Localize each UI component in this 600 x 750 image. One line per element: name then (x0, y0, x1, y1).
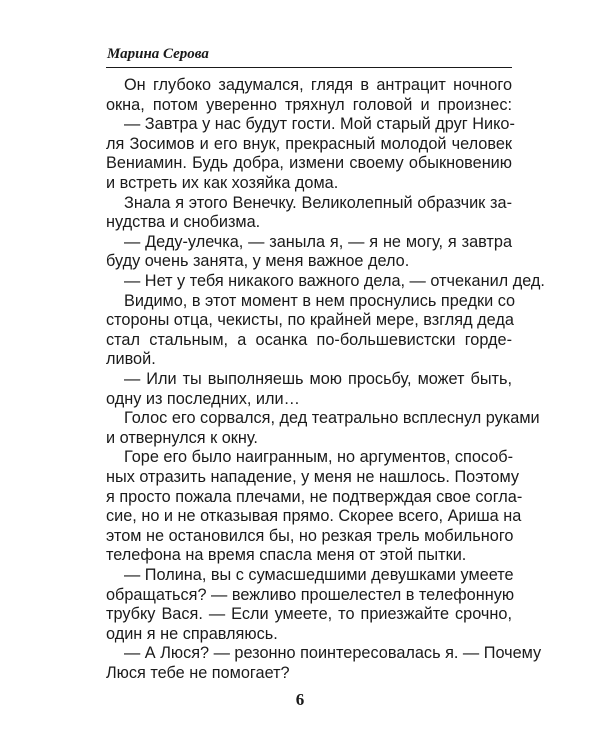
text-line: стороны отца, чекисты, по крайней мере, взгляд деда (106, 311, 514, 330)
text-line: — Полина, вы с сумасшедшими девушками умеете (124, 566, 514, 584)
page-number: 6 (295, 690, 305, 709)
text-line: — Или ты выполняешь мою просьбу, может быть, (124, 370, 512, 388)
text-line: ля Зосимов и его внук, прекрасный молодой человек (106, 134, 512, 153)
text-line: — А Люся? — резонно поинтересовалась я. — Почему (124, 644, 542, 663)
running-header-author: Марина Серова (107, 46, 209, 62)
text-line: этом не остановился бы, но резкая трель мобильного (106, 526, 514, 545)
text-line: Видимо, в этот момент в нем проснулись предки со (124, 291, 516, 310)
text-line: — Завтра у нас будут гости. Мой старый друг Нико- (124, 115, 515, 134)
text-line: Голос его сорвался, дед театрально всплеснул руками (124, 409, 540, 428)
text-line: ных отразить нападение, у меня не нашлось. Поэтому (106, 468, 520, 486)
text-line: обращаться? — вежливо прошелестел в телефонную (106, 585, 515, 604)
text-line: одну из последних, или… (106, 389, 300, 408)
text-line: один я не справляюсь. (106, 624, 278, 643)
text-line: ливой. (106, 350, 156, 369)
text-line: и встреть их как хозяйка дома. (106, 174, 339, 192)
text-line: стал стальным, а осанка по-большевистски горде- (106, 330, 512, 349)
text-line: и отвернулся к окну. (106, 428, 258, 447)
text-line: окна, потом уверенно тряхнул головой и произнес: (106, 95, 512, 114)
text-line: Знала я этого Венечку. Великолепный образчик за- (124, 193, 512, 212)
text-line: нудства и снобизма. (106, 213, 261, 232)
text-line: Он глубоко задумался, глядя в антрацит ночного (124, 76, 512, 94)
text-line: трубку Вася. — Если умеете, то приезжайте срочно, (106, 605, 512, 624)
text-line: сие, но и не отказывая прямо. Скорее всего, Ариша на (106, 507, 522, 526)
text-line: Вениамин. Будь добра, измени своему обыкновению (106, 154, 512, 173)
header-divider (106, 67, 512, 68)
text-line: Люся тебе не помогает? (106, 664, 290, 682)
text-line: телефона на время спасла меня от этой пытки. (106, 546, 467, 565)
text-line: Горе его было наигранным, но аргументов, способ- (124, 448, 514, 467)
text-line: буду очень занята, у меня важное дело. (106, 252, 410, 271)
text-line: — Нет у тебя никакого важного дела, — отчеканил дед. (124, 272, 545, 290)
text-line: — Деду-улечка, — заныла я, — я не могу, я завтра (124, 232, 512, 251)
text-line: я просто пожала плечами, не подтверждая свое согла- (106, 487, 523, 506)
